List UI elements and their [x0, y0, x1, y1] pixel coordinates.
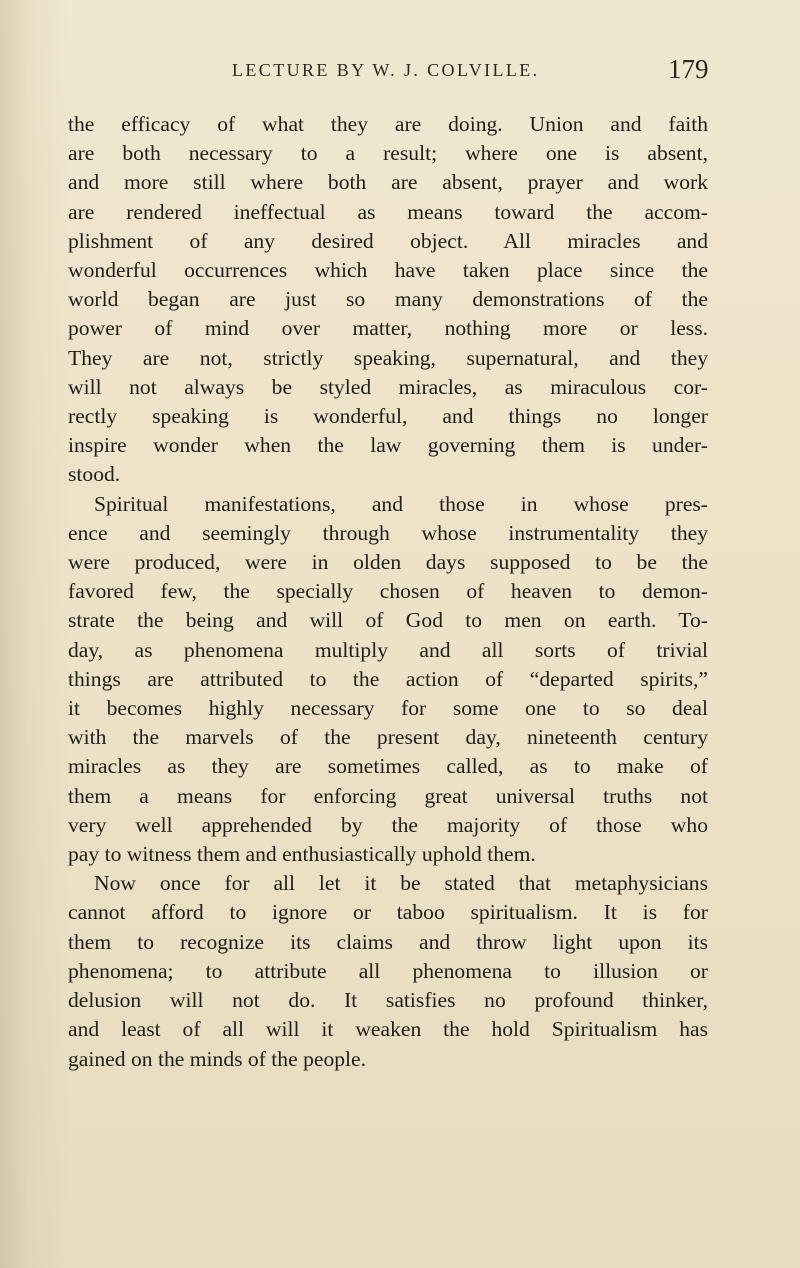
text-line: They are not, strictly speaking, supernatural, and they: [68, 345, 708, 370]
text-line: with the marvels of the present day, nineteenth century: [68, 725, 708, 750]
text-line: and least of all will it weaken the hold Spiritualism has: [68, 1017, 708, 1042]
text-line: ence and seemingly through whose instrumentality they: [68, 520, 708, 545]
text-line: inspire wonder when the law governing them is under-: [68, 433, 708, 458]
body-text: [68, 110, 708, 1074]
paragraph: [68, 110, 708, 490]
text-line: them to recognize its claims and throw light upon its: [68, 929, 708, 954]
text-line: are rendered ineffectual as means toward the accom-: [68, 199, 708, 224]
text-line: strate the being and will of God to men on earth. To-: [68, 608, 708, 633]
page-number: 179: [668, 54, 709, 84]
text-line: stood.: [68, 462, 121, 487]
text-line: day, as phenomena multiply and all sorts of trivial: [68, 637, 708, 662]
text-line: are both necessary to a result; where one is absent,: [68, 141, 708, 166]
text-line: and more still where both are absent, prayer and work: [68, 170, 708, 195]
text-line: were produced, were in olden days supposed to be the: [68, 550, 708, 575]
text-line: Now once for all let it be stated that metaphysicians: [94, 871, 708, 896]
text-line: it becomes highly necessary for some one to so deal: [68, 696, 708, 721]
text-line: the efficacy of what they are doing. Union and faith: [68, 112, 708, 136]
text-line: plishment of any desired object. All miracles and: [68, 228, 708, 253]
text-line: world began are just so many demonstrations of the: [68, 287, 708, 312]
text-line: wonderful occurrences which have taken place since the: [68, 258, 708, 283]
text-line: miracles as they are sometimes called, as to make of: [68, 754, 708, 779]
text-line: will not always be styled miracles, as miraculous cor-: [68, 374, 708, 399]
running-head: LECTURE BY W. J. COLVILLE.: [232, 60, 540, 80]
text-line: favored few, the specially chosen of heaven to demon-: [68, 579, 708, 604]
text-line: very well apprehended by the majority of those who: [68, 812, 708, 837]
text-line: rectly speaking is wonderful, and things no longer: [68, 404, 708, 429]
text-line: cannot afford to ignore or taboo spiritualism. It is for: [68, 900, 708, 925]
text-line: Spiritual manifestations, and those in whose pres-: [94, 491, 708, 516]
text-line: power of mind over matter, nothing more or less.: [68, 316, 708, 341]
paragraph: [68, 869, 708, 1073]
text-line: them a means for enforcing great universal truths not: [68, 783, 708, 808]
text-line: delusion will not do. It satisfies no profound thinker,: [68, 988, 708, 1013]
text-line: gained on the minds of the people.: [68, 1046, 367, 1071]
text-line: phenomena; to attribute all phenomena to illusion or: [68, 958, 708, 983]
text-line: things are attributed to the action of “departed spirits,”: [68, 666, 708, 691]
text-line: pay to witness them and enthusiastically uphold them.: [68, 842, 536, 867]
paragraph: [68, 490, 708, 870]
